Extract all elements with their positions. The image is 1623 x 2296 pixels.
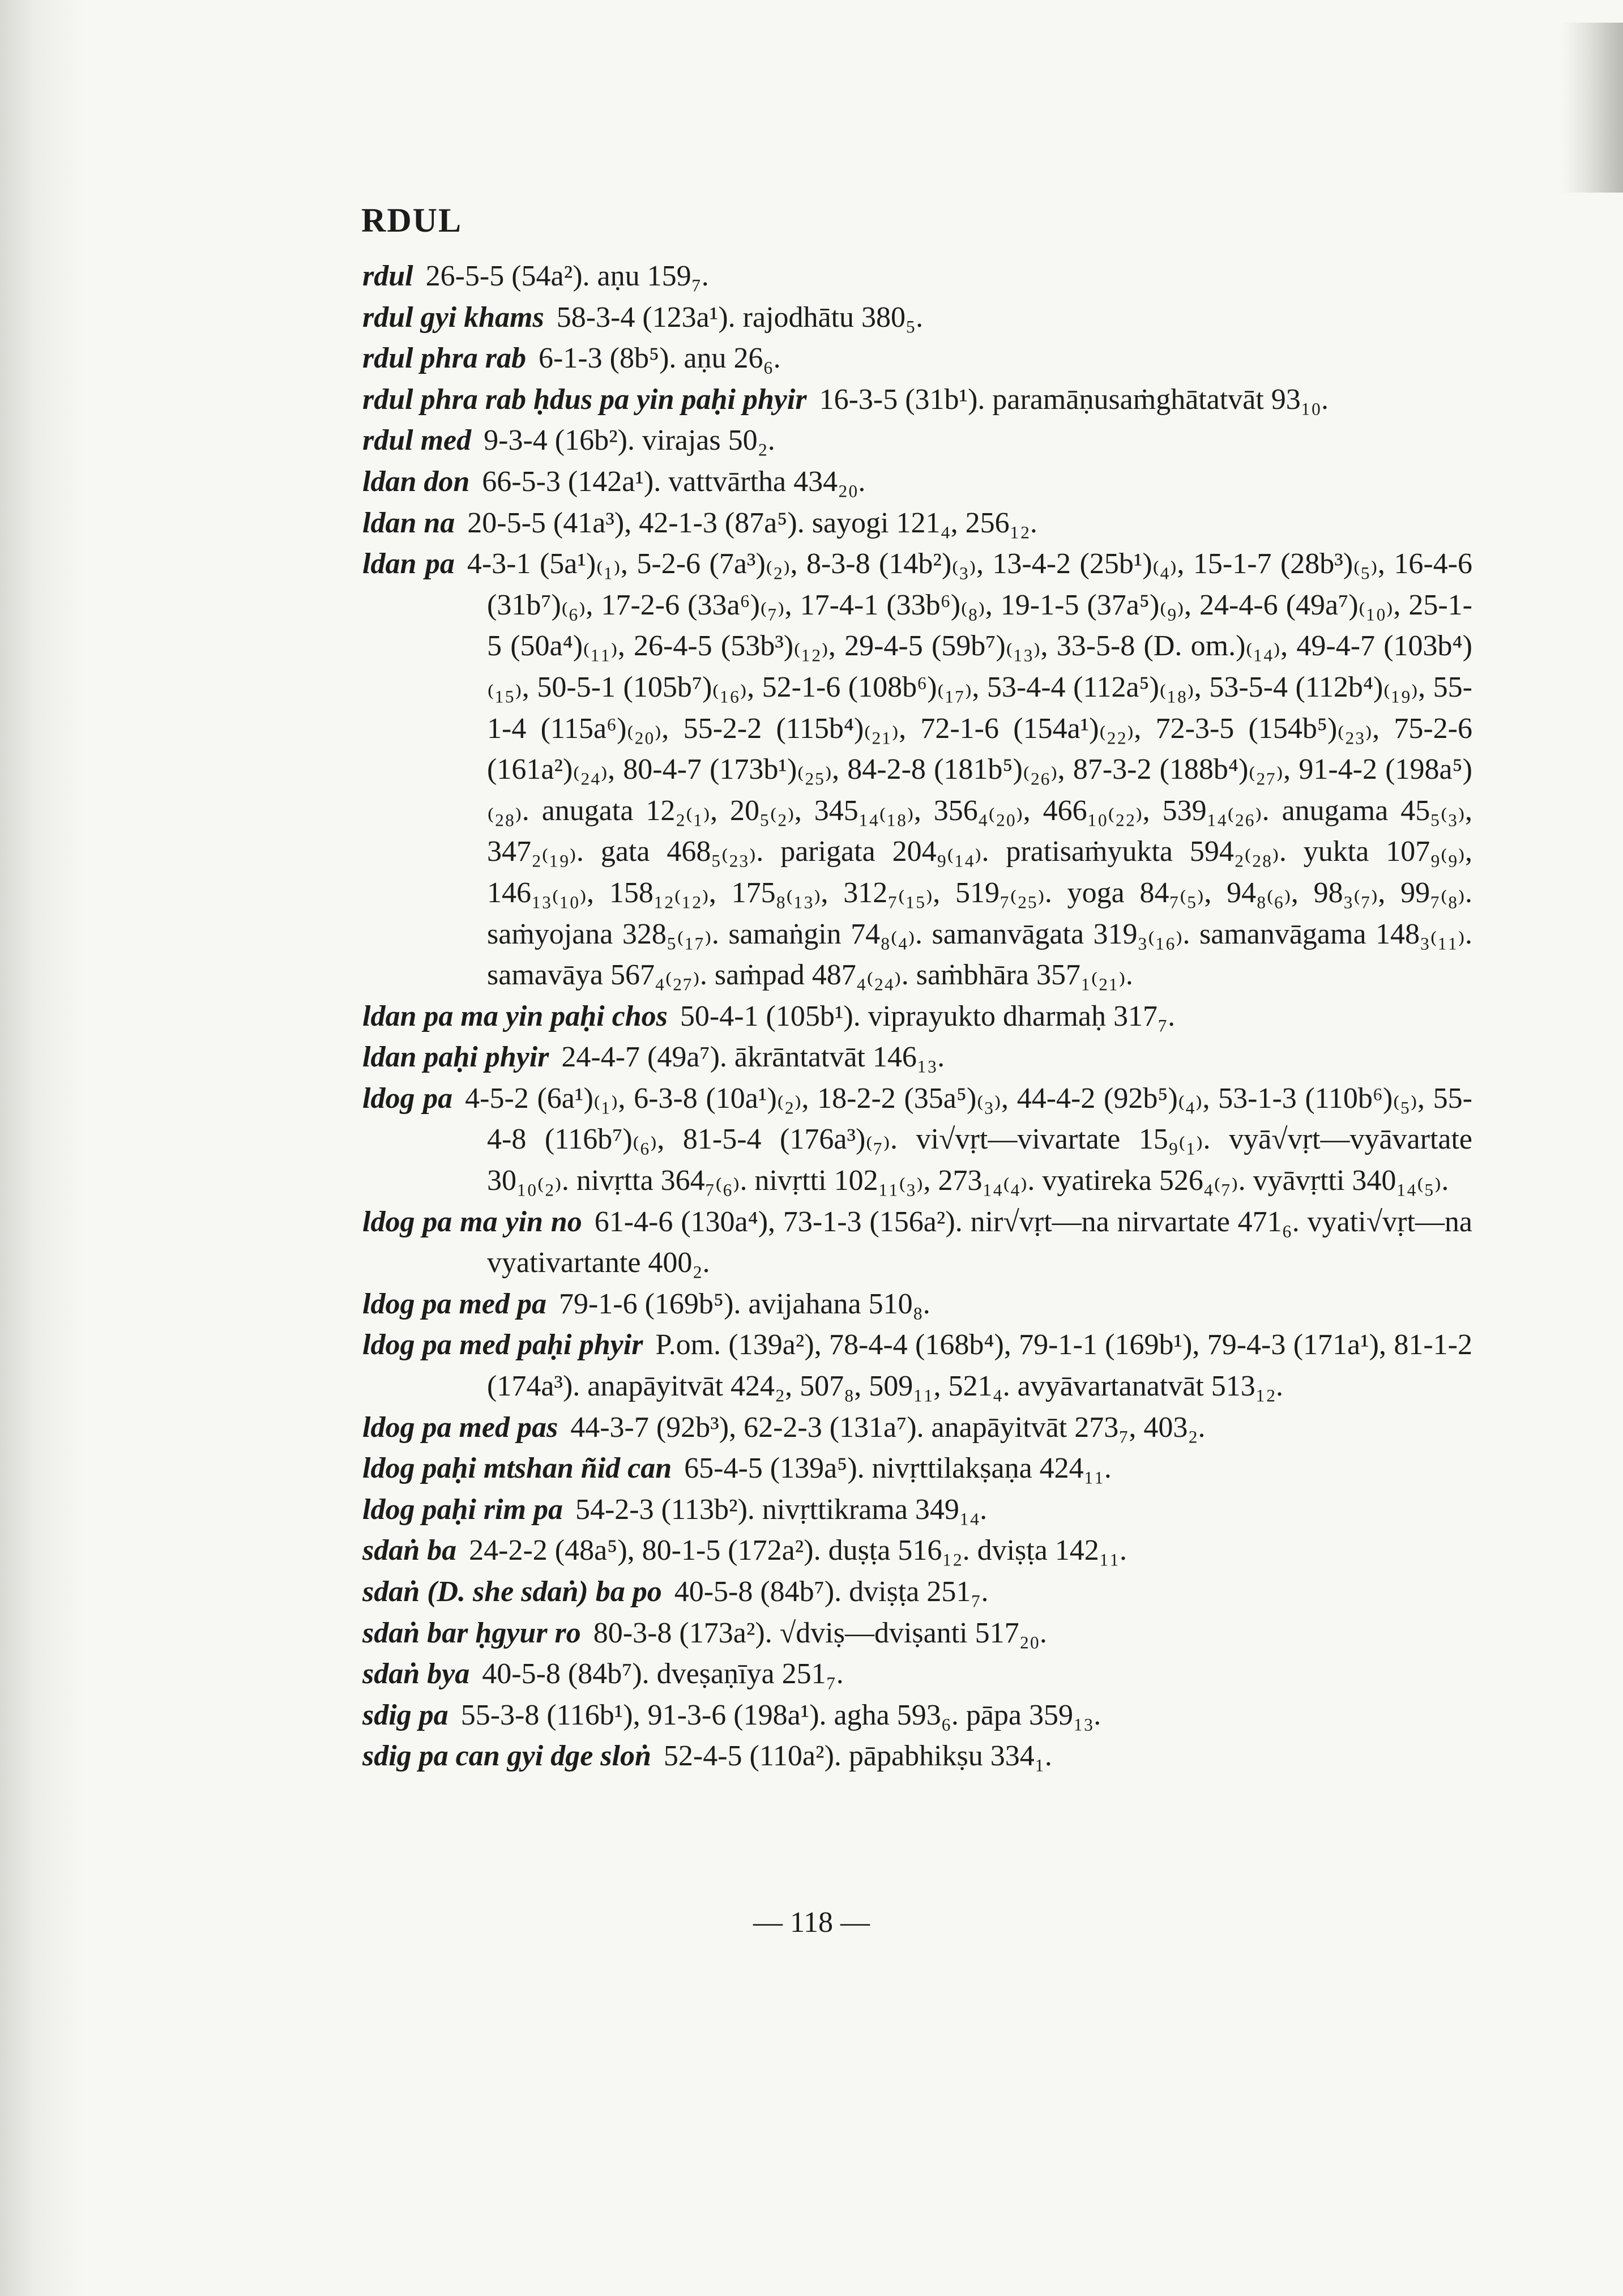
entry-text: 54-2-3 (113b²). nivṛttikrama 349₁₄.	[575, 1493, 988, 1526]
entry-headword: sdaṅ (D. she sdaṅ) ba po	[362, 1576, 662, 1608]
entry-headword: ldan na	[362, 506, 455, 539]
entry-headword: ldog pa ma yin no	[362, 1205, 582, 1238]
entry	[362, 1490, 1472, 1531]
entry-text: 4-5-2 (6a¹)₍₁₎, 6-3-8 (10a¹)₍₂₎, 18-2-2 (35a⁵)₍₃₎, 44-4-2 (92b⁵)₍₄₎, 53-1-3 (110b⁶)₍₅₎, 55-4-8 (116b⁷)₍₆₎, 81-5-4 (176a³)₍₇₎. vi√vṛt—vivartate 15₉₍₁₎. vyā√vṛt—vyāvartate 30₁₀₍₂₎. nivṛtta 364₇₍₆₎. nivṛtti 102₁₁₍₃₎, 273₁₄₍₄₎. vyatireka 526₄₍₇₎. vyāvṛtti 340₁₄₍₅₎.	[465, 1082, 1472, 1197]
entry	[362, 1530, 1472, 1572]
entry-headword: sdig pa can gyi dge sloṅ	[362, 1740, 651, 1773]
entry-headword: ldog paḥi rim pa	[362, 1493, 563, 1526]
entry-text: 20-5-5 (41a³), 42-1-3 (87a⁵). sayogi 121₄, 256₁₂.	[467, 506, 1037, 539]
entry-headword: ldan pa	[362, 548, 455, 581]
entry-headword: ldog pa med pa	[362, 1287, 546, 1320]
entry	[362, 1078, 1472, 1202]
entry-text: 58-3-4 (123a¹). rajodhātu 380₅.	[556, 301, 924, 334]
entry	[362, 1325, 1472, 1407]
entry-headword: rdul	[362, 260, 413, 292]
entry	[362, 297, 1472, 339]
running-head: RDUL	[361, 202, 463, 239]
entry-text: 61-4-6 (130a⁴), 73-1-3 (156a²). nir√vṛt—na nirvartate 471₆. vyati√vṛt—na vyativartante 400₂.	[487, 1205, 1473, 1279]
entry-text: 40-5-8 (84b⁷). dveṣaṇīya 251₇.	[482, 1658, 844, 1691]
entry	[362, 1613, 1472, 1654]
entry	[362, 1695, 1472, 1736]
entry-text: 65-4-5 (139a⁵). nivṛttilakṣaṇa 424₁₁.	[684, 1452, 1112, 1485]
scan-edge-left	[0, 0, 85, 2296]
entry-text: P.om. (139a²), 78-4-4 (168b⁴), 79-1-1 (169b¹), 79-4-3 (171a¹), 81-1-2 (174a³). anapāyitvāt 424₂, 507₈, 509₁₁, 521₄. avyāvartanatvāt 513₁₂.	[487, 1329, 1472, 1403]
entry	[362, 1736, 1472, 1777]
entry	[362, 420, 1472, 462]
entry-headword: ldan don	[362, 465, 470, 498]
entry-text: 24-4-7 (49a⁷). ākrāntatvāt 146₁₃.	[561, 1041, 945, 1074]
entry	[362, 338, 1472, 379]
entry	[362, 256, 1472, 297]
entry-headword: sdaṅ bar ḥgyur ro	[362, 1616, 581, 1649]
page-number: — 118 —	[753, 1906, 870, 1939]
entry-text: 66-5-3 (142a¹). vattvārtha 434₂₀.	[482, 465, 866, 498]
entry-list	[362, 256, 1472, 1777]
entry-headword: ldog pa med paḥi phyir	[362, 1329, 643, 1362]
entry-text: 52-4-5 (110a²). pāpabhikṣu 334₁.	[663, 1740, 1052, 1773]
entry-headword: ldan paḥi phyir	[362, 1041, 549, 1074]
entry	[362, 1654, 1472, 1695]
entry-text: 16-3-5 (31b¹). paramāṇusaṁghātatvāt 93₁₀.	[819, 383, 1329, 416]
entry-text: 6-1-3 (8b⁵). aṇu 26₆.	[539, 342, 781, 375]
entry-headword: rdul phra rab	[362, 342, 526, 375]
entry	[362, 1202, 1472, 1284]
entry	[362, 462, 1472, 503]
entry-headword: rdul gyi khams	[362, 301, 544, 334]
entry-text: 55-3-8 (116b¹), 91-3-6 (198a¹). agha 593₆. pāpa 359₁₃.	[460, 1698, 1101, 1731]
entry-text: 24-2-2 (48a⁵), 80-1-5 (172a²). duṣṭa 516₁₂. dviṣṭa 142₁₁.	[469, 1534, 1127, 1567]
entry-text: 50-4-1 (105b¹). viprayukto dharmaḥ 317₇.	[680, 1000, 1176, 1032]
entry	[362, 1572, 1472, 1613]
entry-text: 44-3-7 (92b³), 62-2-3 (131a⁷). anapāyitvāt 273₇, 403₂.	[570, 1411, 1206, 1444]
entry-text: 80-3-8 (173a²). √dviṣ—dviṣanti 517₂₀.	[593, 1616, 1047, 1649]
entry-headword: ldog paḥi mtshan ñid can	[362, 1452, 672, 1485]
entry-text: 79-1-6 (169b⁵). avijahana 510₈.	[558, 1287, 930, 1320]
entry	[362, 379, 1472, 421]
entry-headword: ldog pa med pas	[362, 1411, 558, 1444]
entry-headword: sdig pa	[362, 1698, 449, 1731]
entry	[362, 1284, 1472, 1325]
entry-text: 26-5-5 (54a²). aṇu 159₇.	[425, 260, 709, 292]
entry	[362, 544, 1472, 996]
entry-headword: sdaṅ ba	[362, 1534, 457, 1567]
entry-headword: rdul med	[362, 424, 472, 457]
entry-text: 9-3-4 (16b²). virajas 50₂.	[484, 424, 775, 457]
entry	[362, 1037, 1472, 1078]
entry-headword: ldan pa ma yin paḥi chos	[362, 1000, 668, 1032]
entry-headword: sdaṅ bya	[362, 1658, 470, 1691]
scan-edge-right	[1561, 23, 1623, 193]
entry	[362, 996, 1472, 1038]
entry-text: 4-3-1 (5a¹)₍₁₎, 5-2-6 (7a³)₍₂₎, 8-3-8 (14b²)₍₃₎, 13-4-2 (25b¹)₍₄₎, 15-1-7 (28b³)₍₅₎, 16-4-6 (31b⁷)₍₆₎, 17-2-6 (33a⁶)₍₇₎, 17-4-1 (33b⁶)₍₈₎, 19-1-5 (37a⁵)₍₉₎, 24-4-6 (49a⁷)₍₁₀₎, 25-1-5 (50a⁴)₍₁₁₎, 26-4-5 (53b³)₍₁₂₎, 29-4-5 (59b⁷)₍₁₃₎, 33-5-8 (D. om.)₍₁₄₎, 49-4-7 (103b⁴)₍₁₅₎, 50-5-1 (105b⁷)₍₁₆₎, 52-1-6 (108b⁶)₍₁₇₎, 53-4-4 (112a⁵)₍₁₈₎, 53-5-4 (112b⁴)₍₁₉₎, 55-1-4 (115a⁶)₍₂₀₎, 55-2-2 (115b⁴)₍₂₁₎, 72-1-6 (154a¹)₍₂₂₎, 72-3-5 (154b⁵)₍₂₃₎, 75-2-6 (161a²)₍₂₄₎, 80-4-7 (173b¹)₍₂₅₎, 84-2-8 (181b⁵)₍₂₆₎, 87-3-2 (188b⁴)₍₂₇₎, 91-4-2 (198a⁵)₍₂₈₎. anugata 12₂₍₁₎, 20₅₍₂₎, 345₁₄₍₁₈₎, 356₄₍₂₀₎, 466₁₀₍₂₂₎, 539₁₄₍₂₆₎. anugama 45₅₍₃₎, 347₂₍₁₉₎. gata 468₅₍₂₃₎. parigata 204₉₍₁₄₎. pratisaṁyukta 594₂₍₂₈₎. yukta 107₉₍₉₎, 146₁₃₍₁₀₎, 158₁₂₍₁₂₎, 175₈₍₁₃₎, 312₇₍₁₅₎, 519₇₍₂₅₎. yoga 84₇₍₅₎, 94₈₍₆₎, 98₃₍₇₎, 99₇₍₈₎. saṁyojana 328₅₍₁₇₎. samaṅgin 74₈₍₄₎. samanvāgata 319₃₍₁₆₎. samanvāgama 148₃₍₁₁₎. samavāya 567₄₍₂₇₎. saṁpad 487₄₍₂₄₎. saṁbhāra 357₁₍₂₁₎.	[467, 548, 1472, 992]
entry-headword: rdul phra rab ḥdus pa yin paḥi phyir	[362, 383, 807, 416]
entry	[362, 503, 1472, 544]
entry-text: 40-5-8 (84b⁷). dviṣṭa 251₇.	[674, 1576, 989, 1608]
entry	[362, 1448, 1472, 1490]
entry-headword: ldog pa	[362, 1082, 453, 1115]
entry	[362, 1407, 1472, 1449]
